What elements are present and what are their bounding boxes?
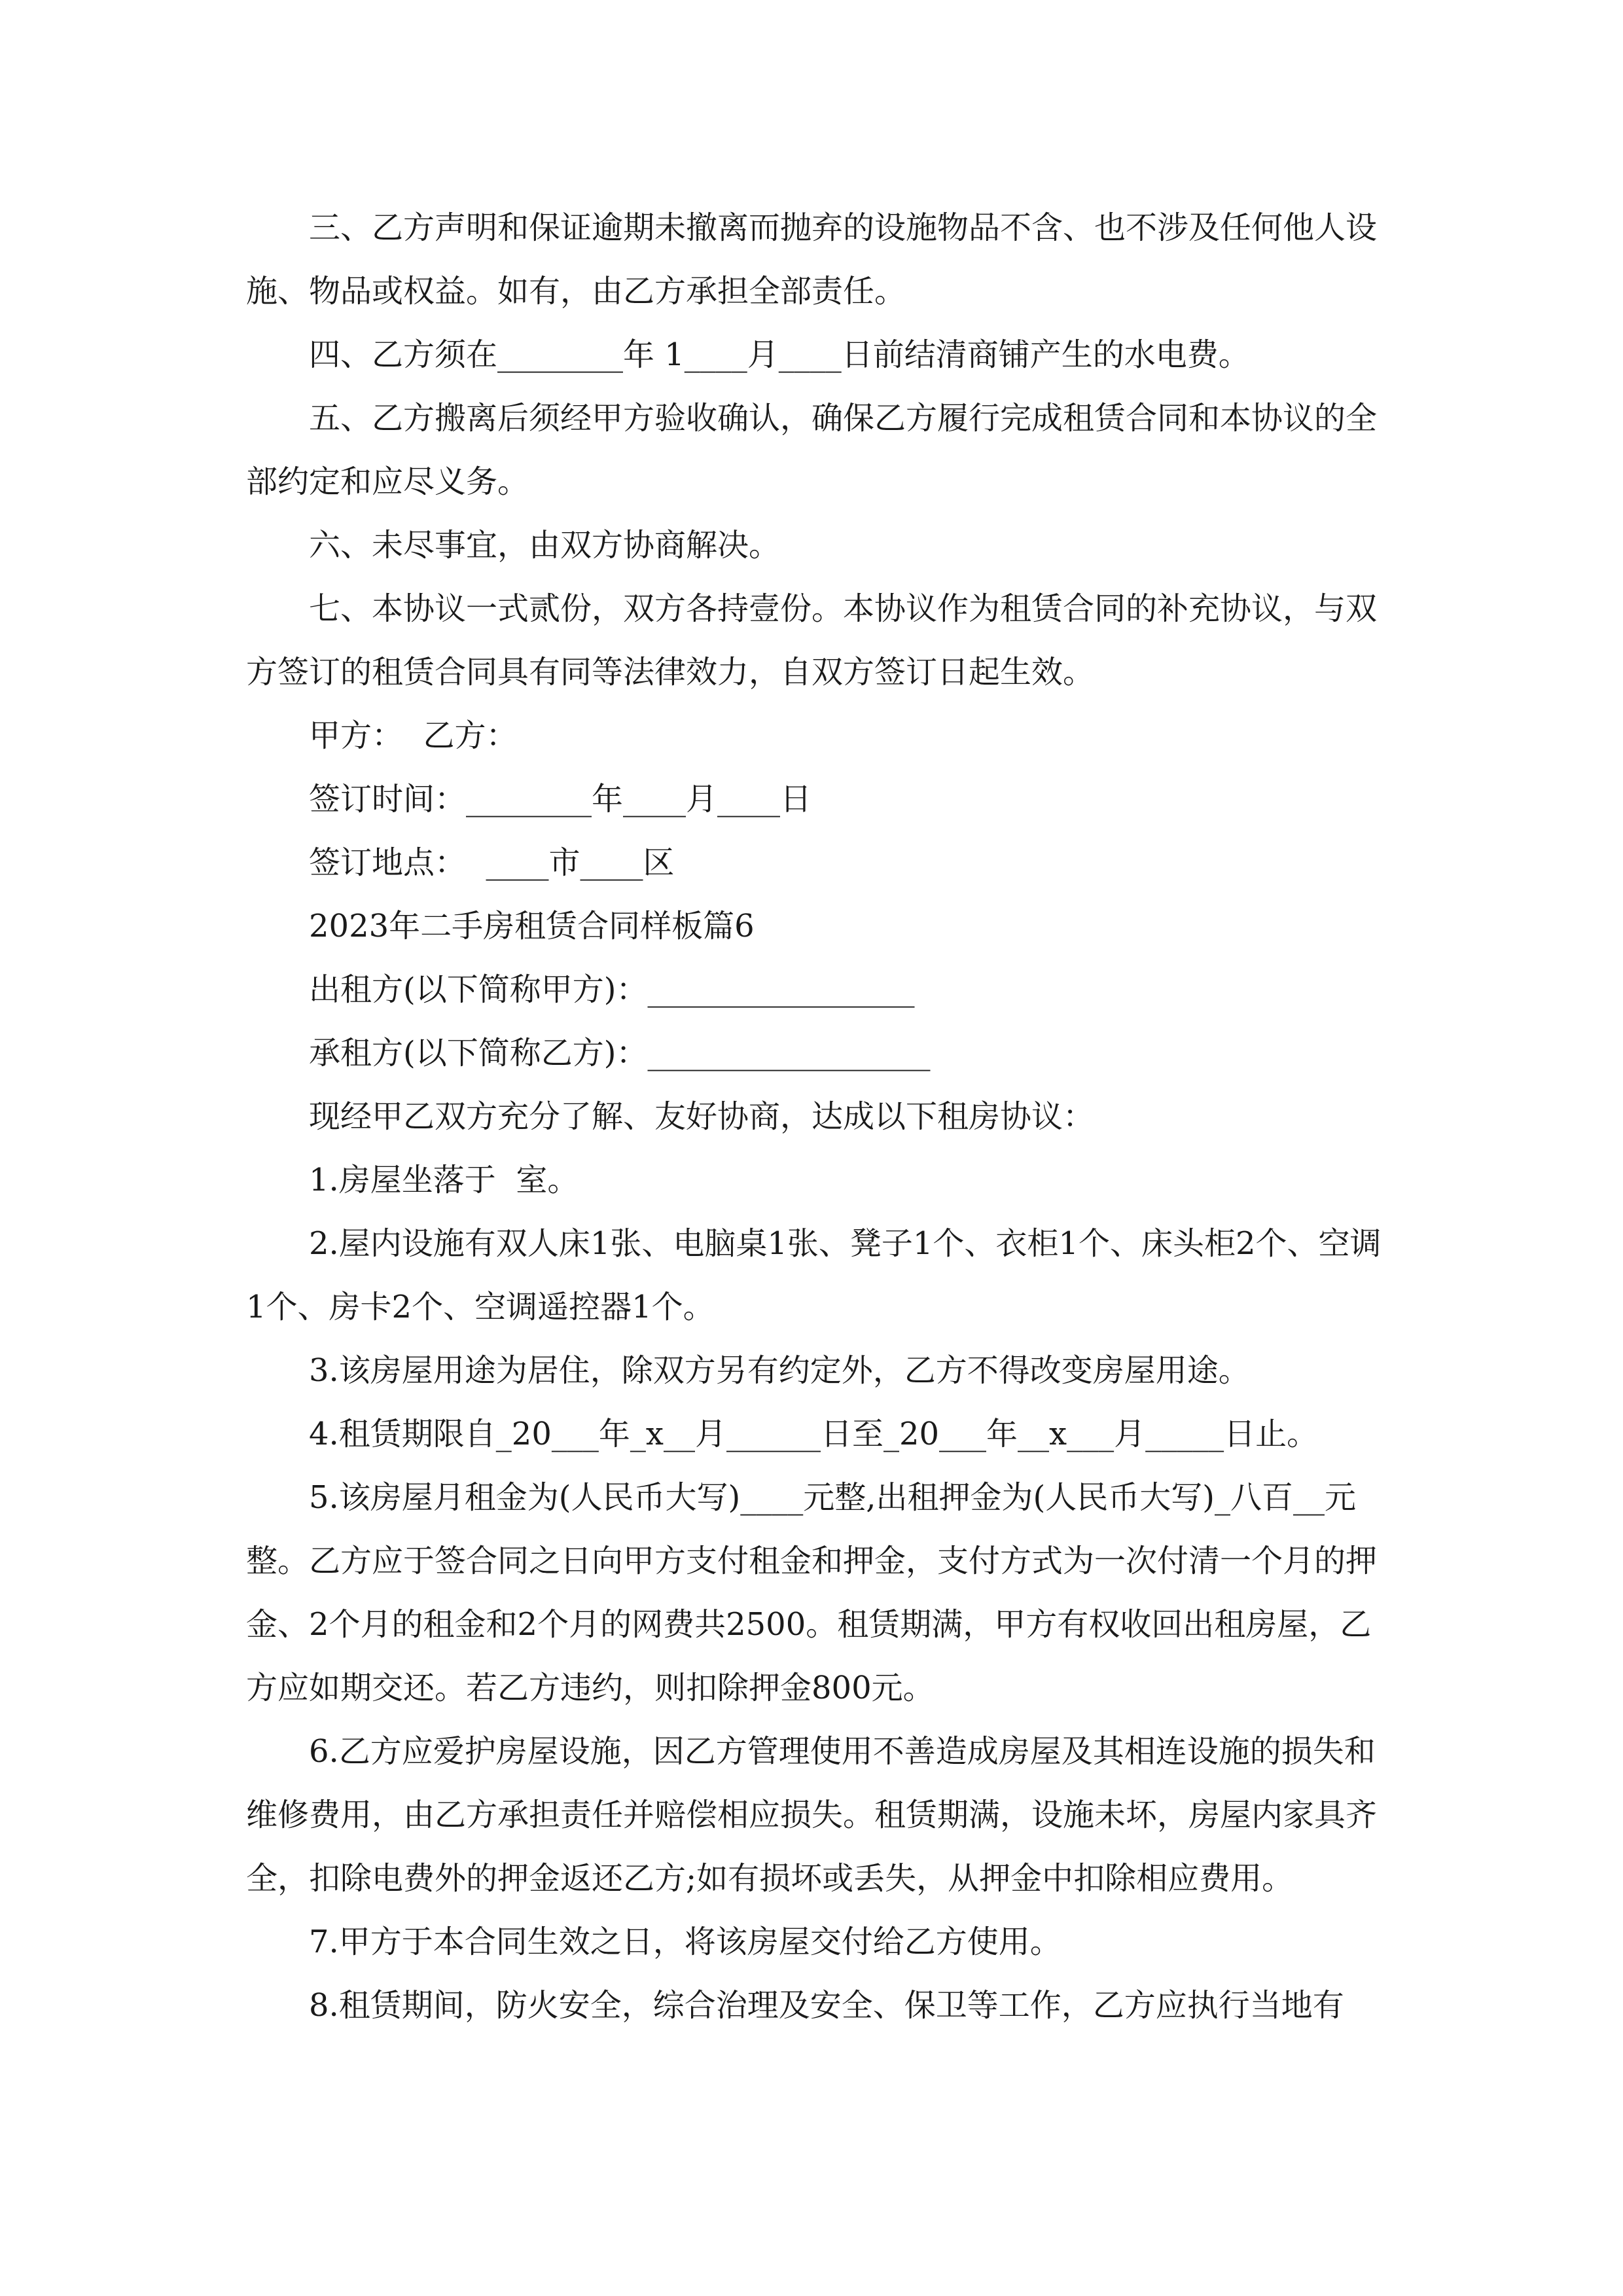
clause-3-abandoned-items: 三、乙方声明和保证逾期未撤离而抛弃的设施物品不含、也不涉及任何他人设施、物品或权益。如有，由乙方承担全部责任。 — [246, 209, 1378, 310]
party-signatures: 甲方： 乙方： — [309, 717, 518, 754]
item-6-maintenance: 6.乙方应爱护房屋设施，因乙方管理使用不善造成房屋及其相连设施的损失和维修费用，由乙方承担责任并赔偿相应损失。租赁期满，设施未坏，房屋内家具齐全，扣除电费外的押金返还乙方;如有损坏或丢失，从押金中扣除相应费用。 — [246, 1733, 1378, 1897]
item-3-usage: 3.该房屋用途为居住，除双方另有约定外，乙方不得改变房屋用途。 — [309, 1352, 1250, 1389]
agreement-intro: 现经甲乙双方充分了解、友好协商，达成以下租房协议： — [309, 1098, 1095, 1135]
lessor-line: 出租方(以下简称甲方)：_________________ — [309, 971, 915, 1008]
lessee-line: 承租方(以下简称乙方)：__________________ — [309, 1035, 931, 1071]
item-5-rent-deposit: 5.该房屋月租金为(人民币大写)____元整,出租押金为(人民币大写)_八百__元整。乙方应于签合同之日向甲方支付租金和押金，支付方式为一次付清一个月的押金、2个月的租金和2个月的网费共2500。租赁期满，甲方有权收回出租房屋，乙方应如期交还。若乙方违约，则扣除押金800元。 — [246, 1479, 1378, 1706]
document-body — [246, 196, 1391, 2037]
section-title: 2023年二手房租赁合同样板篇6 — [309, 908, 755, 944]
clause-5-inspection: 五、乙方搬离后须经甲方验收确认，确保乙方履行完成租赁合同和本协议的全部约定和应尽义务。 — [246, 400, 1378, 500]
item-7-handover: 7.甲方于本合同生效之日，将该房屋交付给乙方使用。 — [309, 1924, 1061, 1960]
signing-location: 签订地点： ____市____区 — [309, 844, 675, 881]
item-1-location: 1.房屋坐落于 室。 — [309, 1162, 579, 1198]
clause-7-copies-validity: 七、本协议一式贰份，双方各持壹份。本协议作为租赁合同的补充协议，与双方签订的租赁合同具有同等法律效力，自双方签订日起生效。 — [246, 590, 1378, 691]
item-2-facilities: 2.屋内设施有双人床1张、电脑桌1张、凳子1个、衣柜1个、床头柜2个、空调1个、房卡2个、空调遥控器1个。 — [246, 1225, 1382, 1325]
item-8-safety: 8.租赁期间，防火安全，综合治理及安全、保卫等工作，乙方应执行当地有 — [309, 1987, 1344, 2024]
signing-date: 签订时间：________年____月____日 — [309, 781, 812, 817]
clause-4-utilities-settlement: 四、乙方须在________年 1____月____日前结清商铺产生的水电费。 — [309, 336, 1250, 373]
item-4-lease-term: 4.租赁期限自_20___年_x__月______日至_20___年__x___月_____日止。 — [309, 1416, 1319, 1452]
clause-6-unresolved-matters: 六、未尽事宜，由双方协商解决。 — [309, 527, 781, 564]
